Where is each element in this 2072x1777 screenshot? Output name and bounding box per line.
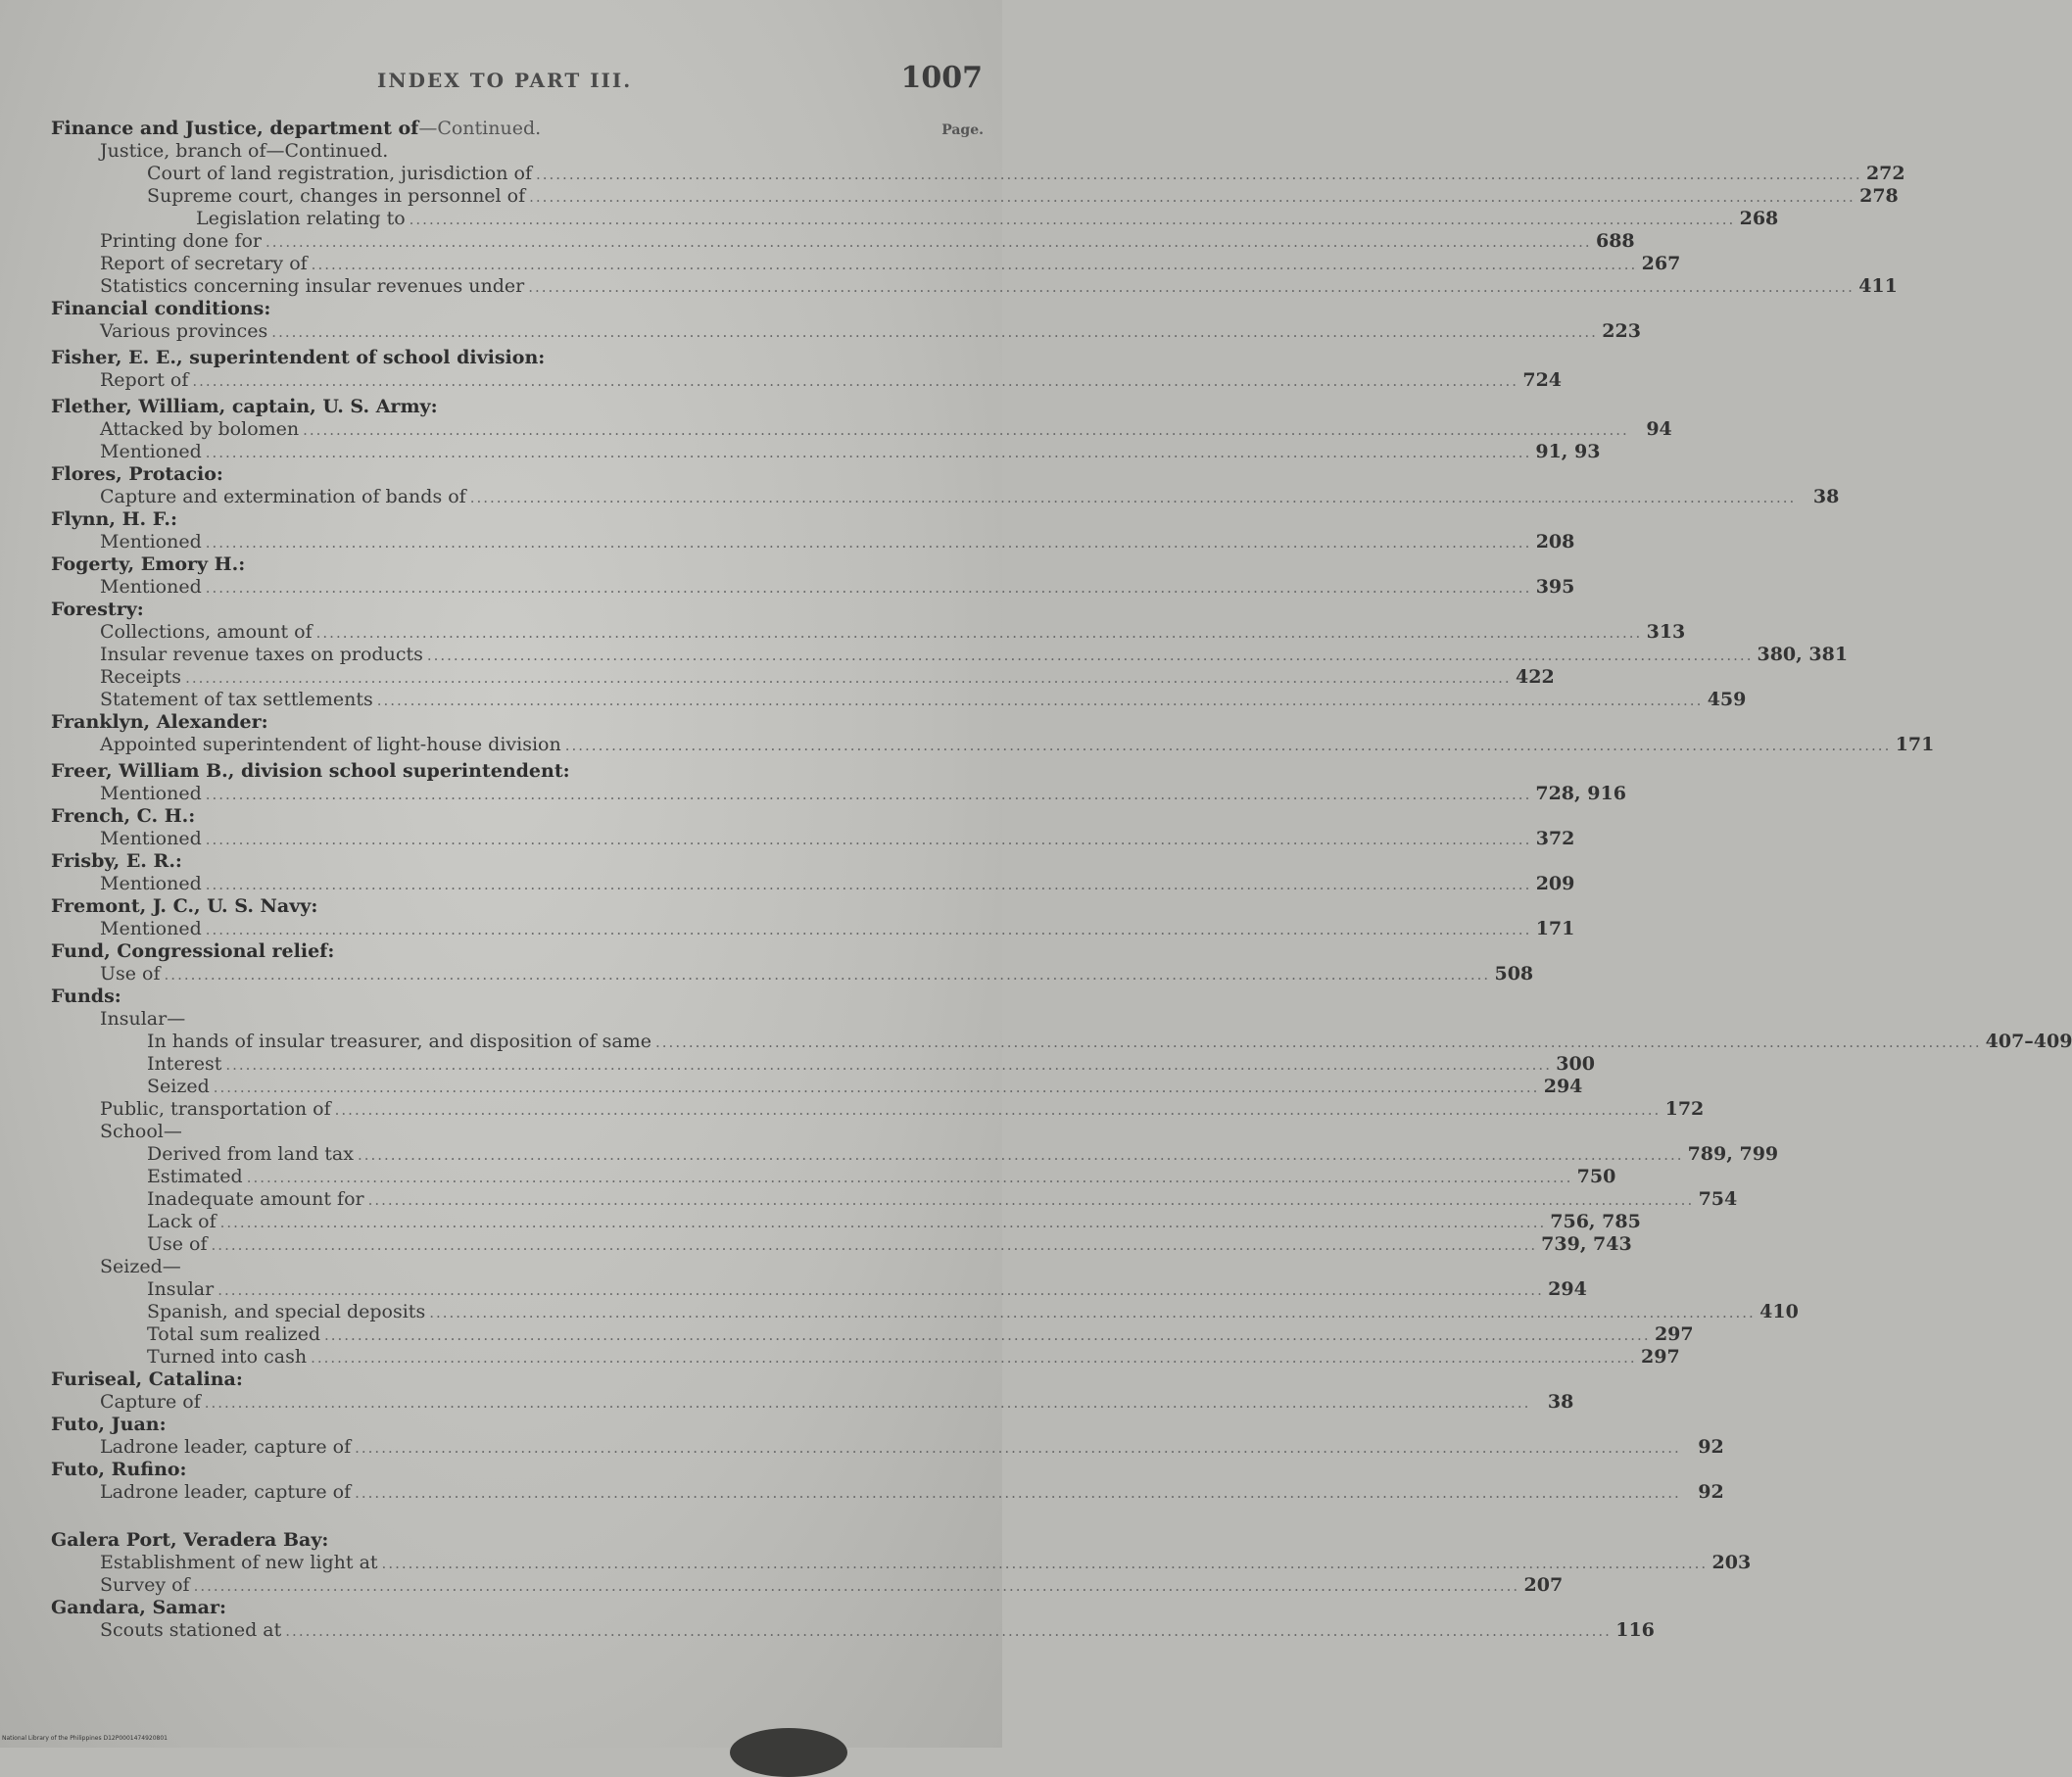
entry-label: Public, transportation of [100,1098,331,1120]
entry-label: Report of secretary of [100,253,308,274]
leader-dots: ........................................................................................................................................................................................................ [205,831,1532,848]
entry-page-ref: 38 [1547,1391,1574,1413]
entry-page-ref: 459 [1707,689,1747,710]
entry-label: Flynn, H. F.: [51,508,177,530]
index-entries [51,118,2072,1642]
index-heading [51,850,984,873]
entry-label: French, C. H.: [51,805,196,827]
entry-label: Survey of [100,1574,190,1596]
leader-dots: ........................................................................................................................................................................................................ [205,534,1532,552]
index-subentry [51,369,1563,392]
entry-label: Justice, branch of—Continued. [100,140,389,162]
entry-label: Derived from land tax [147,1143,354,1165]
entry-continued: —Continued. [418,118,542,139]
index-heading [51,895,984,918]
leader-dots: ........................................................................................................................................................................................................ [564,737,1892,754]
entry-page-ref: 92 [1698,1481,1724,1503]
leader-dots: ........................................................................................................................................................................................................ [285,1622,1612,1640]
entry-page-ref: 750 [1576,1166,1616,1187]
index-subentry [51,253,1681,275]
index-subentry [51,230,1635,253]
entry-label: Financial conditions: [51,298,271,319]
leader-dots: ........................................................................................................................................................................................................ [426,647,1754,664]
entry-label: Collections, amount of [100,621,313,643]
entry-label: Legislation relating to [196,208,406,229]
index-subentry [51,1436,1724,1459]
index-heading [51,1414,984,1436]
leader-dots: ........................................................................................................................................................................................................ [219,1214,1547,1231]
leader-dots: ........................................................................................................................................................................................................ [205,579,1532,597]
entry-label: Insular [147,1278,215,1300]
index-subentry [51,1211,1641,1233]
entry-page-ref: 209 [1535,873,1575,894]
leader-dots: ........................................................................................................................................................................................................ [315,624,1643,642]
scan-artifact [730,1728,847,1777]
entry-label: Mentioned [100,783,202,804]
entry-page-ref: 410 [1759,1301,1799,1322]
index-subentry [51,1256,984,1278]
leader-dots: ........................................................................................................................................................................................................ [265,233,1592,251]
header-title: INDEX TO PART III. [377,69,633,92]
entry-label: Forestry: [51,599,144,620]
index-subentry [51,621,1686,644]
index-subentry [51,1121,984,1143]
entry-page-ref: 407–409 [1985,1031,2072,1052]
index-subentry [51,1346,1680,1369]
index-heading [51,1369,984,1391]
entry-page-ref: 411 [1858,275,1898,297]
entry-page-ref: 789, 799 [1687,1143,1779,1165]
entry-label: Insular— [100,1008,186,1030]
entry-label: Mentioned [100,441,202,462]
leader-dots: ........................................................................................................................................................................................................ [164,966,1491,984]
entry-label: Lack of [147,1211,217,1232]
entry-page-ref: 278 [1859,185,1899,207]
entry-label: In hands of insular treasurer, and disposition of same [147,1031,652,1052]
entry-page-ref: 728, 916 [1535,783,1626,804]
entry-label: Finance and Justice, department of [51,118,419,139]
index-heading [51,1459,984,1481]
entry-page-ref: 208 [1535,531,1575,552]
index-subentry [51,418,1672,441]
index-subentry [51,1552,1752,1574]
entry-page-ref: 754 [1698,1188,1738,1210]
leader-dots: ........................................................................................................................................................................................................ [193,1577,1520,1595]
index-heading [51,1529,984,1552]
index-subentry [51,1301,1799,1323]
entry-label: Estimated [147,1166,243,1187]
index-subentry [51,1188,1738,1211]
index-subentry [51,1233,1632,1256]
entry-page-ref: 395 [1535,576,1575,598]
page-column-head: Page. [941,122,984,138]
entry-label: Seized— [100,1256,181,1277]
index-subentry [51,1481,1724,1504]
entry-label: Mentioned [100,873,202,894]
entry-label: Statement of tax settlements [100,689,373,710]
leader-dots: ........................................................................................................................................................................................................ [311,1349,1637,1367]
leader-dots: ........................................................................................................................................................................................................ [311,256,1638,273]
page-header [0,61,1002,100]
index-subentry [51,918,1575,940]
entry-label: Mentioned [100,918,202,939]
leader-dots: ........................................................................................................................................................................................................ [535,166,1862,183]
index-subentry [51,486,1840,508]
index-subentry [51,185,1899,208]
entry-page-ref: 294 [1543,1076,1583,1097]
entry-label: Insular revenue taxes on products [100,644,423,665]
entry-page-ref: 203 [1711,1552,1752,1573]
entry-label: Funds: [51,985,121,1007]
index-subentry [51,1008,984,1031]
index-subentry [51,576,1575,599]
entry-label: Fisher, E. E., superintendent of school division: [51,347,546,368]
leader-dots: ........................................................................................................................................................................................................ [655,1033,1982,1051]
index-subentry [51,1143,1779,1166]
leader-dots: ........................................................................................................................................................................................................ [381,1555,1709,1572]
leader-dots: ........................................................................................................................................................................................................ [185,669,1512,687]
leader-dots: ........................................................................................................................................................................................................ [217,1281,1544,1299]
leader-dots: ........................................................................................................................................................................................................ [204,1394,1531,1412]
index-subentry [51,1053,1595,1076]
index-heading [51,508,984,531]
index-subentry [51,1574,1564,1597]
index-subentry [51,531,1575,553]
index-heading [51,118,984,140]
index-heading [51,463,984,486]
entry-label: Receipts [100,666,182,688]
index-heading [51,760,984,783]
entry-label: Flether, William, captain, U. S. Army: [51,396,438,417]
leader-dots: ........................................................................................................................................................................................................ [225,1056,1552,1074]
entry-page-ref: 38 [1812,486,1840,507]
entry-label: Report of [100,369,189,391]
entry-label: Establishment of new light at [100,1552,378,1573]
index-heading [51,711,984,734]
entry-label: Printing done for [100,230,263,252]
index-subentry [51,1098,1705,1121]
entry-label: Seized [147,1076,210,1097]
entry-label: Mentioned [100,576,202,598]
page-number: 1007 [900,61,983,95]
index-subentry [51,689,1747,711]
index-subentry [51,163,1905,185]
entry-page-ref: 739, 743 [1541,1233,1632,1255]
entry-page-ref: 171 [1535,918,1575,939]
entry-page-ref: 422 [1516,666,1555,688]
entry-label: Furiseal, Catalina: [51,1369,243,1390]
leader-dots: ........................................................................................................................................................................................................ [355,1484,1681,1502]
entry-label: Statistics concerning insular revenues under [100,275,525,297]
entry-label: Fremont, J. C., U. S. Navy: [51,895,318,917]
entry-page-ref: 172 [1664,1098,1705,1120]
leader-dots: ........................................................................................................................................................................................................ [271,323,1598,341]
index-subentry [51,1619,1655,1642]
entry-label: Frisby, E. R.: [51,850,182,872]
index-heading [51,553,984,576]
entry-label: Freer, William B., division school superintendent: [51,760,570,782]
entry-page-ref: 268 [1739,208,1779,229]
entry-label: Ladrone leader, capture of [100,1481,352,1503]
leader-dots: ........................................................................................................................................................................................................ [357,1146,1684,1164]
entry-page-ref: 91, 93 [1535,441,1601,462]
entry-label: Futo, Juan: [51,1414,167,1435]
leader-dots: ........................................................................................................................................................................................................ [213,1079,1540,1096]
index-subentry [51,1166,1616,1188]
index-heading [51,599,984,621]
entry-page-ref: 380, 381 [1757,644,1849,665]
entry-page-ref: 171 [1895,734,1935,755]
index-subentry [51,783,1626,805]
index-subentry [51,1391,1574,1414]
entry-label: Court of land registration, jurisdiction of [147,163,532,184]
entry-label: Supreme court, changes in personnel of [147,185,526,207]
entry-label: Scouts stationed at [100,1619,282,1641]
index-subentry [51,666,1555,689]
entry-page-ref: 294 [1548,1278,1587,1300]
leader-dots: ........................................................................................................................................................................................................ [529,188,1855,206]
entry-label: Franklyn, Alexander: [51,711,268,733]
entry-label: Capture and extermination of bands of [100,486,466,507]
entry-page-ref: 297 [1654,1323,1694,1345]
leader-dots: ........................................................................................................................................................................................................ [205,444,1532,461]
index-subentry [51,441,1601,463]
entry-page-ref: 300 [1556,1053,1595,1075]
entry-label: Interest [147,1053,222,1075]
index-subentry [51,1031,2072,1053]
leader-dots: ........................................................................................................................................................................................................ [192,372,1519,390]
entry-label: Fund, Congressional relief: [51,940,335,962]
leader-dots: ........................................................................................................................................................................................................ [409,211,1736,228]
leader-dots: ........................................................................................................................................................................................................ [246,1169,1573,1186]
entry-page-ref: 272 [1865,163,1905,184]
leader-dots: ........................................................................................................................................................................................................ [205,876,1532,893]
index-heading [51,396,984,418]
entry-page-ref: 724 [1522,369,1563,391]
index-subentry [51,963,1534,985]
entry-label: Attacked by bolomen [100,418,300,440]
entry-label: Capture of [100,1391,201,1413]
index-heading [51,1597,984,1619]
leader-dots: ........................................................................................................................................................................................................ [367,1191,1695,1209]
footer-credit: National Library of the Philippines D12P0001474920801 [2,1735,168,1742]
leader-dots: ........................................................................................................................................................................................................ [469,489,1797,506]
index-heading [51,805,984,828]
leader-dots: ........................................................................................................................................................................................................ [205,786,1532,803]
entry-label: Futo, Rufino: [51,1459,187,1480]
entry-label: Fogerty, Emory H.: [51,553,246,575]
entry-page-ref: 116 [1615,1619,1655,1641]
index-subentry [51,1323,1694,1346]
entry-label: Ladrone leader, capture of [100,1436,352,1458]
index-subentry [51,1278,1587,1301]
entry-page-ref: 267 [1641,253,1681,274]
leader-dots: ........................................................................................................................................................................................................ [211,1236,1538,1254]
entry-page-ref: 372 [1535,828,1575,849]
index-heading [51,298,984,320]
leader-dots: ........................................................................................................................................................................................................ [355,1439,1681,1457]
index-subentry [51,140,984,163]
leader-dots: ........................................................................................................................................................................................................ [429,1304,1756,1321]
index-subentry [51,873,1575,895]
index-subentry [51,734,1935,756]
index-subentry [51,208,1779,230]
entry-label: Spanish, and special deposits [147,1301,426,1322]
index-heading [51,347,984,369]
index-subentry [51,644,1849,666]
index-heading [51,940,984,963]
entry-label: Gandara, Samar: [51,1597,226,1618]
entry-page-ref: 313 [1646,621,1686,643]
index-subentry [51,320,1641,343]
entry-label: Various provinces [100,320,268,342]
leader-dots: ........................................................................................................................................................................................................ [323,1326,1651,1344]
entry-label: Mentioned [100,531,202,552]
index-subentry [51,275,1898,298]
entry-label: Galera Port, Veradera Bay: [51,1529,329,1551]
leader-dots: ........................................................................................................................................................................................................ [528,278,1855,296]
entry-label: Mentioned [100,828,202,849]
leader-dots: ........................................................................................................................................................................................................ [303,421,1629,439]
entry-page-ref: 297 [1641,1346,1680,1368]
entry-label: Appointed superintendent of light-house division [100,734,561,755]
entry-page-ref: 94 [1646,418,1672,440]
entry-label: School— [100,1121,182,1142]
entry-page-ref: 207 [1523,1574,1564,1596]
entry-page-ref: 223 [1602,320,1641,342]
entry-label: Use of [100,963,161,985]
entry-page-ref: 756, 785 [1550,1211,1641,1232]
entry-page-ref: 508 [1494,963,1534,985]
index-subentry [51,1076,1583,1098]
entry-label: Total sum realized [147,1323,320,1345]
leader-dots: ........................................................................................................................................................................................................ [205,921,1532,938]
leader-dots: ........................................................................................................................................................................................................ [376,692,1704,709]
index-heading [51,985,984,1008]
index-subentry [51,828,1575,850]
entry-label: Flores, Protacio: [51,463,223,485]
entry-label: Inadequate amount for [147,1188,364,1210]
entry-label: Use of [147,1233,208,1255]
entry-label: Turned into cash [147,1346,308,1368]
entry-page-ref: 92 [1698,1436,1724,1458]
entry-page-ref: 688 [1595,230,1635,252]
leader-dots: ........................................................................................................................................................................................................ [334,1101,1662,1119]
